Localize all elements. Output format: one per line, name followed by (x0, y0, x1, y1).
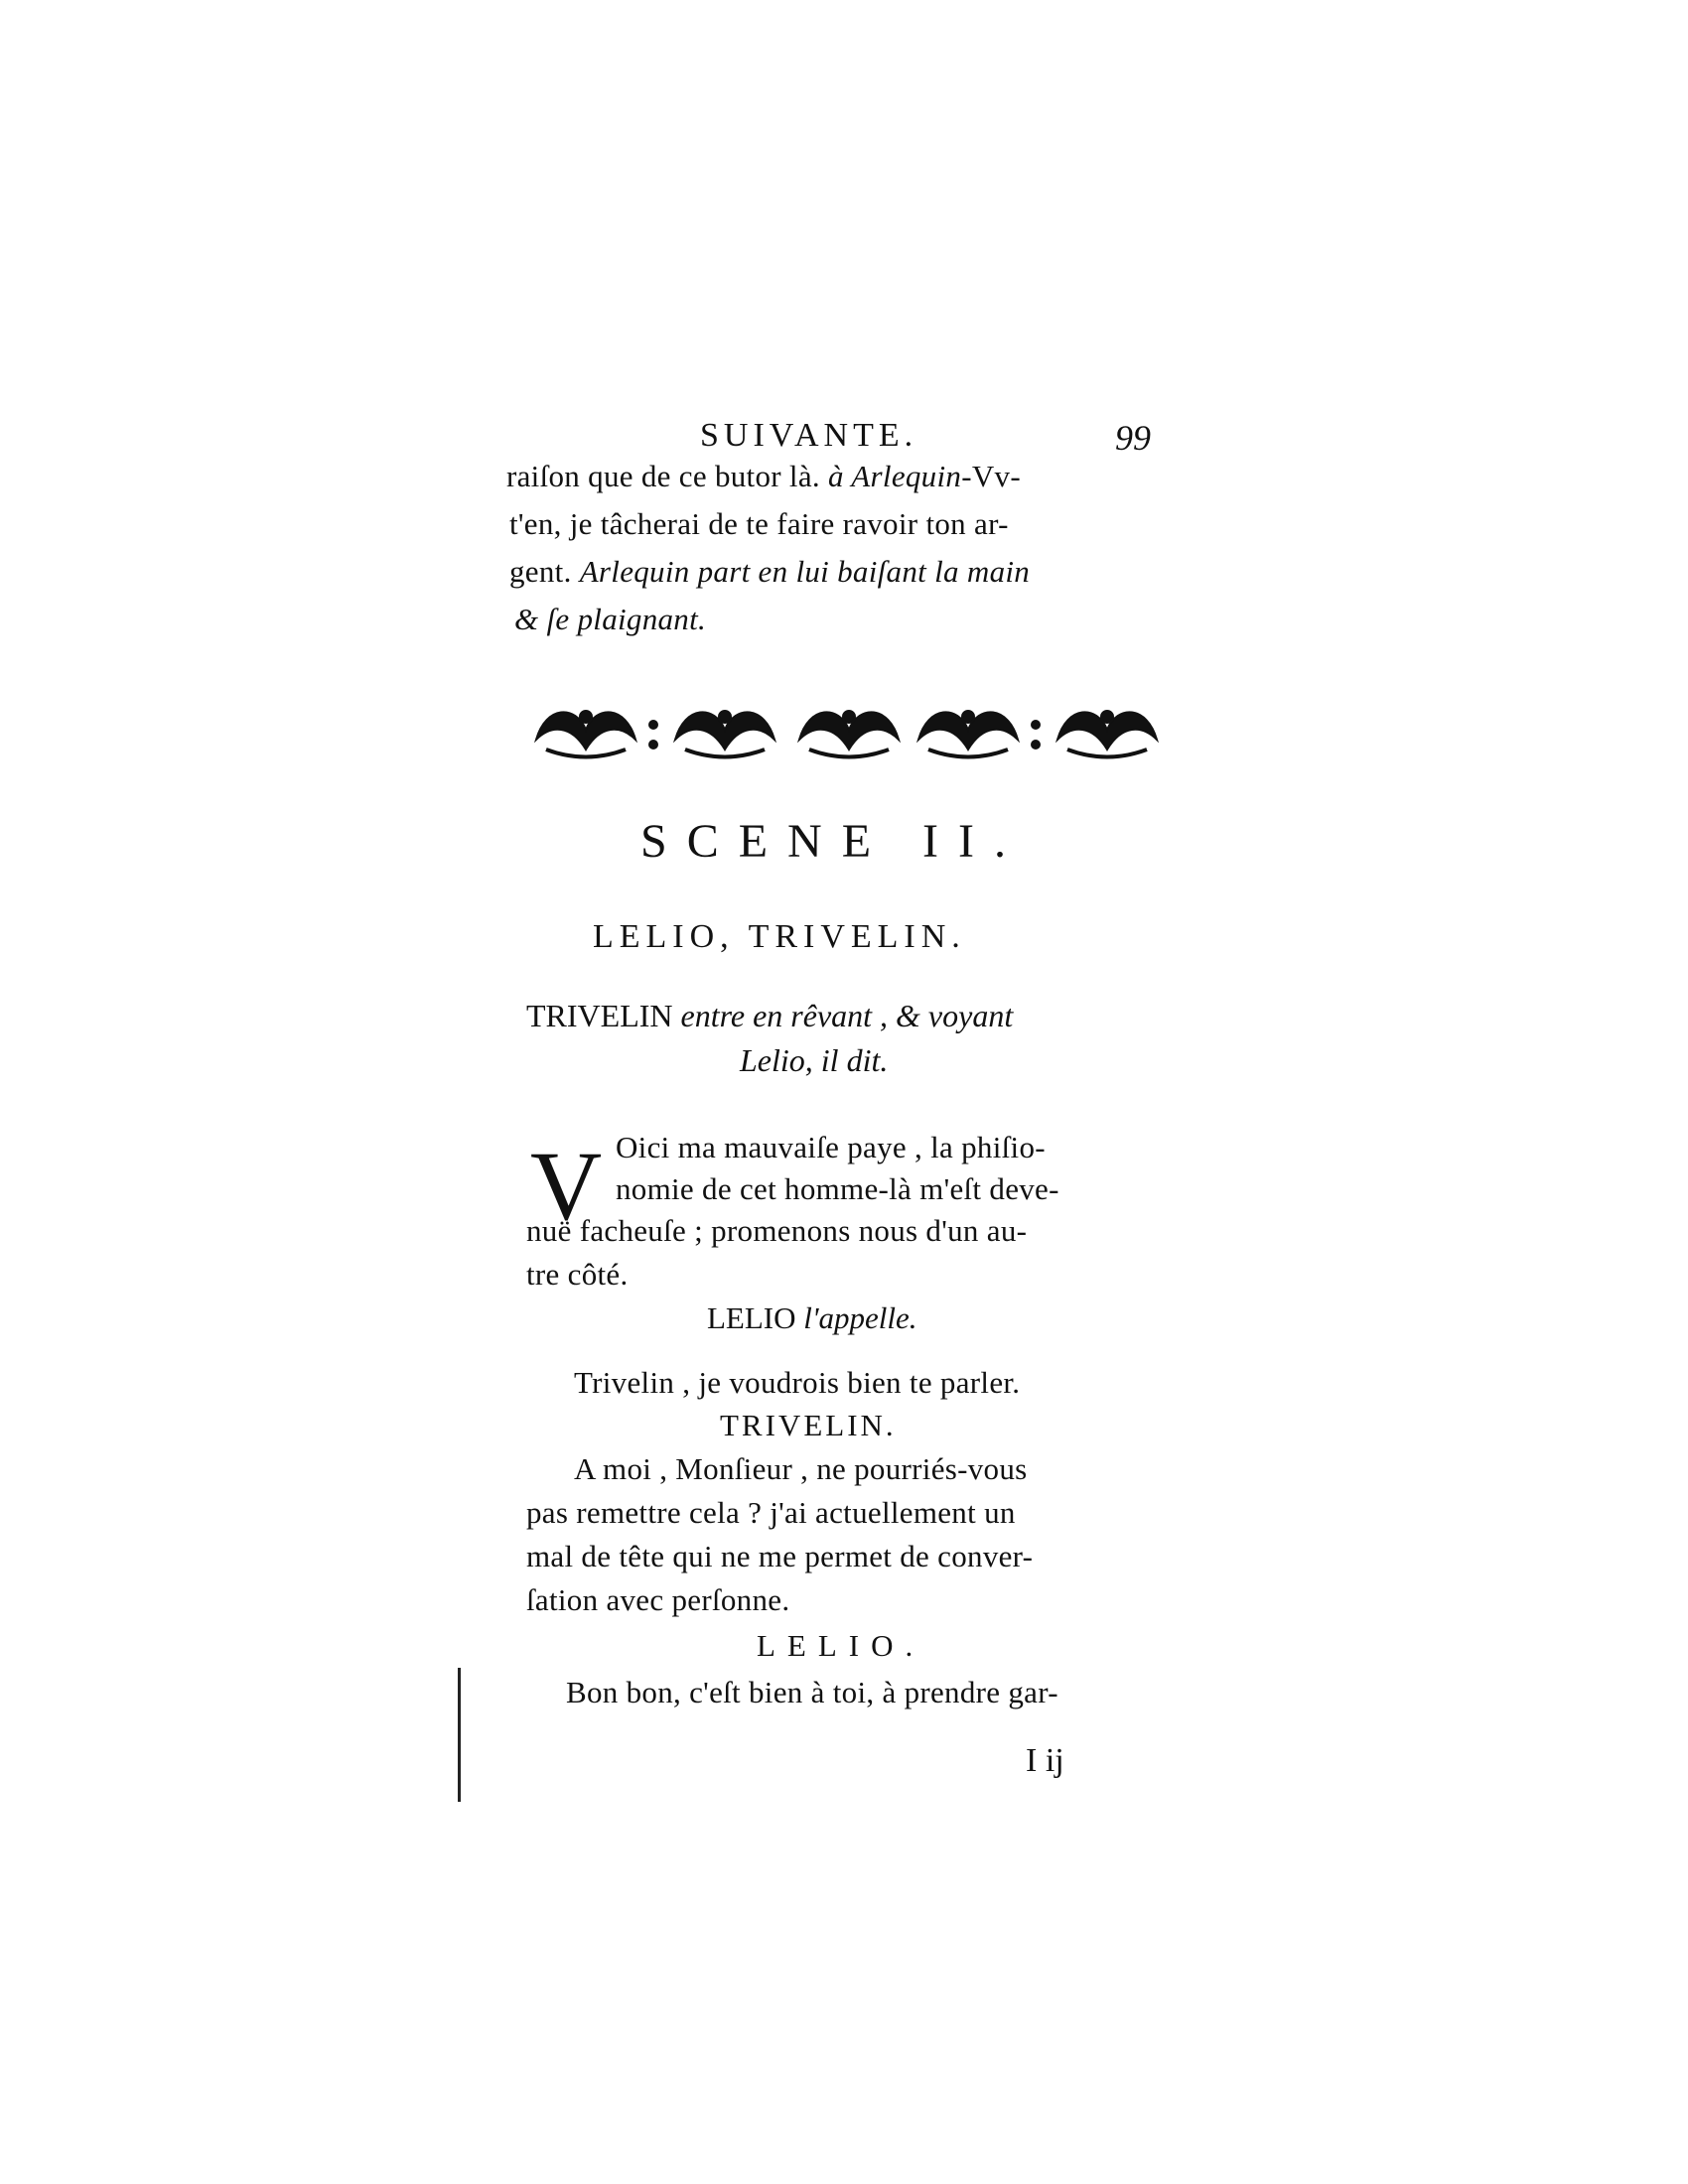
speech1-line-2: nomie de cet homme-là m'eſt deve- (616, 1171, 1059, 1206)
passage-line-4: & ſe plaignant. (514, 602, 707, 636)
speech2-line: Trivelin , je voudrois bien te parler. (574, 1365, 1021, 1400)
stage-direction-line-2: Lelio, il dit. (740, 1042, 889, 1078)
speech1-line-3: nuë facheuſe ; promenons nous d'un au- (526, 1213, 1028, 1248)
speech3-line-1: A moi , Monſieur , ne pourriés-vous (574, 1451, 1028, 1486)
running-title: SUIVANTE. (700, 417, 918, 454)
scene-title: SCENE II. (640, 815, 1026, 868)
signature-mark: I ij (1026, 1742, 1064, 1779)
speech1-line-1: Oici ma mauvaiſe paye , la phiſio- (616, 1130, 1046, 1164)
passage-line-1: raiſon que de ce butor là. à Arlequin-Vv- (506, 459, 1021, 493)
page-number: 99 (1115, 418, 1151, 458)
speech3-line-2: pas remettre cela ? j'ai actuellement un (526, 1495, 1016, 1530)
stage-direction-line-1: TRIVELIN entre en rêvant , & voyant (526, 998, 1014, 1033)
speech1-line-4: tre côté. (526, 1257, 629, 1292)
speech4-line: Bon bon, c'eſt bien à toi, à prendre gar- (566, 1675, 1058, 1709)
speech3-line-3: mal de tête qui ne me permet de conver- (526, 1539, 1034, 1573)
speaker-trivelin-cue: TRIVELIN. (720, 1408, 897, 1442)
speaker-trivelin: TRIVELIN (526, 998, 673, 1033)
margin-rule (458, 1668, 461, 1802)
fleuron-ornament (526, 695, 1172, 764)
speaker-lelio: LELIO (707, 1300, 796, 1335)
passage-line-2: t'en, je tâcherai de te faire ravoir ton ar- (509, 506, 1009, 541)
speaker-lelio-cue: LELIO. (757, 1628, 925, 1663)
speech3-line-4: ſation avec perſonne. (526, 1582, 790, 1617)
cue-lelio-appelle: LELIO l'appelle. (707, 1300, 917, 1335)
scene-characters: LELIO, TRIVELIN. (593, 918, 966, 955)
passage-line-3: gent. Arlequin part en lui baiſant la main (509, 554, 1031, 589)
drop-cap: V (530, 1131, 603, 1241)
